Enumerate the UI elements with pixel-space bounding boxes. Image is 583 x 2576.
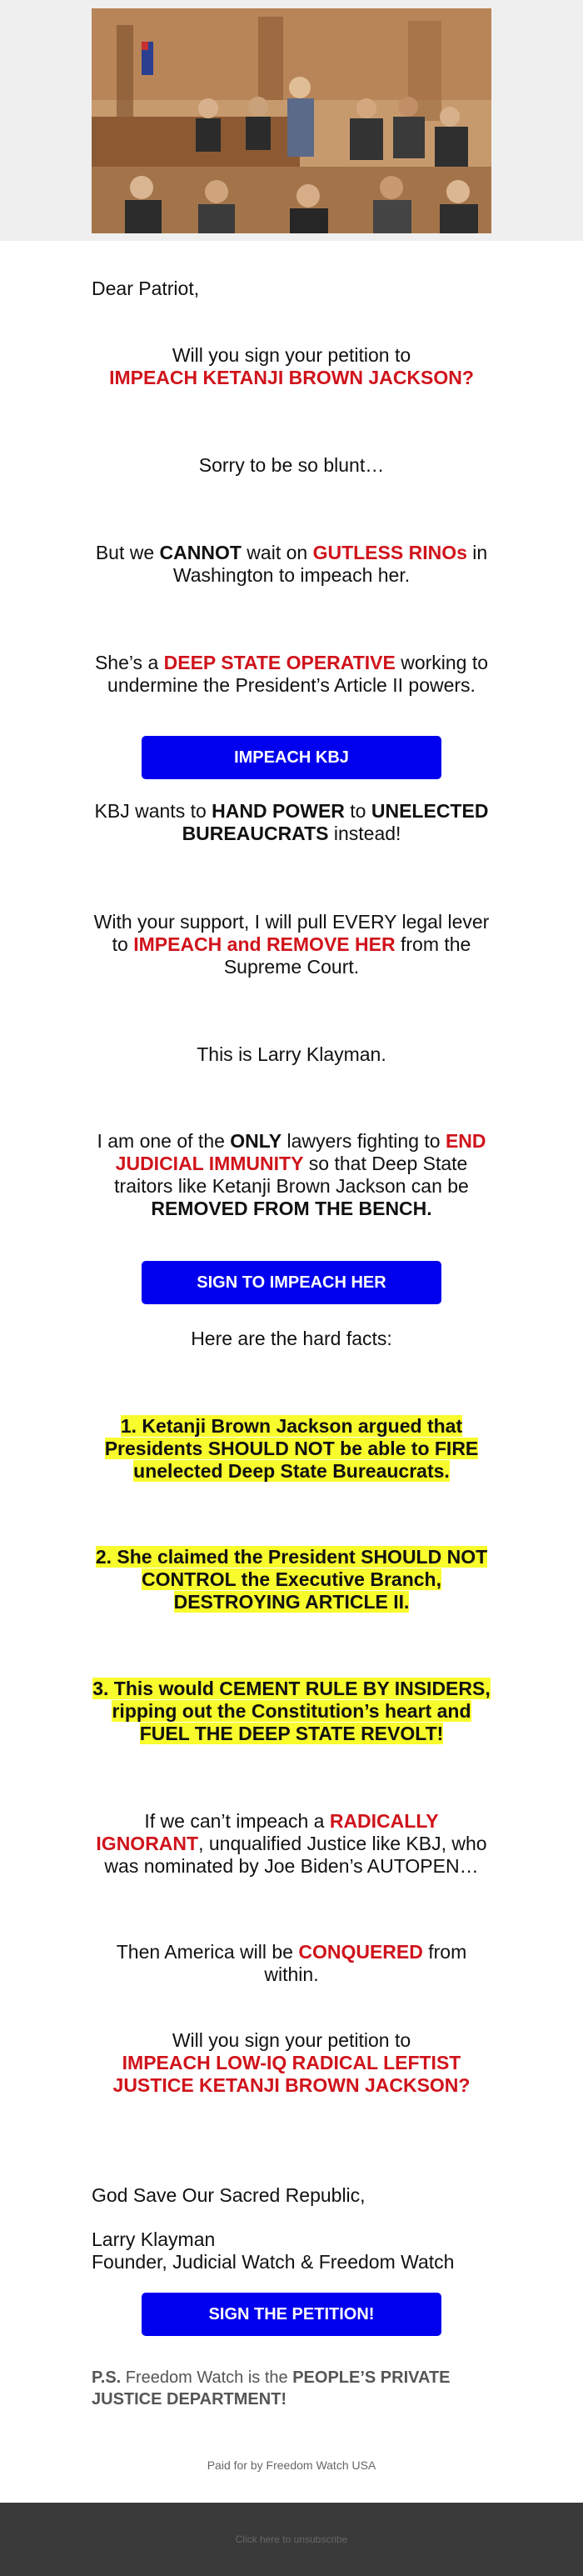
text: With your support, I will pull EVERY legal lever to [93, 911, 490, 955]
emphasis: CANNOT [159, 542, 242, 563]
paid-for-disclaimer: Paid for by Freedom Watch USA [207, 2458, 376, 2472]
text: so that Deep State traitors like Ketanji Brown Jackson can be [114, 1153, 469, 1197]
legal-lever-paragraph [92, 911, 491, 978]
red-emphasis: END JUDICIAL IMMUNITY [115, 1130, 486, 1174]
text: She’s a [94, 652, 164, 673]
text: to [344, 800, 371, 822]
question-highlight: IMPEACH KETANJI BROWN JACKSON? [109, 367, 474, 388]
petition-question-1 [92, 344, 491, 389]
facts-intro: Here are the hard facts: [191, 1328, 392, 1349]
text: wait on [241, 542, 313, 563]
signer-name: Larry Klayman [92, 2228, 216, 2250]
emphasis: HAND POWER [212, 800, 345, 822]
emphasis: PEOPLE’S PRIVATE JUSTICE DEPARTMENT! [92, 2368, 451, 2408]
text: But we [95, 542, 160, 563]
emphasis: UNELECTED BUREAUCRATS [182, 800, 489, 844]
text: instead! [328, 823, 401, 844]
unsubscribe-link[interactable]: Click here to unsubscribe [235, 2533, 348, 2545]
red-emphasis: GUTLESS RINOs [312, 542, 467, 563]
rinos-paragraph [92, 542, 491, 587]
greeting: Dear Patriot, [92, 278, 200, 299]
ps-label: P.S. [92, 2368, 122, 2387]
emphasis: REMOVED FROM THE BENCH. [151, 1198, 432, 1219]
text: Then America will be [116, 1941, 299, 1963]
conquered-paragraph [92, 1941, 491, 1986]
closing-line: God Save Our Sacred Republic, [92, 2184, 366, 2206]
text: , unqualified Justice like KBJ, who was nominated by Joe Biden’s AUTOPEN… [104, 1833, 487, 1877]
highlighted-fact: 2. She claimed the President SHOULD NOT CONTROL the Executive Branch, DESTROYING ARTICLE II. [95, 1546, 488, 1613]
signer-title: Founder, Judicial Watch & Freedom Watch [92, 2251, 455, 2273]
fact-3 [92, 1678, 491, 1745]
highlighted-fact: 1. Ketanji Brown Jackson argued that Presidents SHOULD NOT be able to FIRE unelected Deep State Bureaucrats. [104, 1415, 479, 1482]
text: from the Supreme Court. [223, 933, 471, 978]
intro-larry: This is Larry Klayman. [197, 1043, 386, 1065]
postscript [92, 2367, 491, 2410]
text: I am one of the [97, 1130, 231, 1152]
sign-to-impeach-button[interactable]: SIGN TO IMPEACH HER [142, 1261, 441, 1304]
sign-the-petition-button[interactable]: SIGN THE PETITION! [142, 2293, 441, 2336]
red-emphasis: IMPEACH and REMOVE HER [133, 933, 396, 955]
text: lawyers fighting to [282, 1130, 446, 1152]
judicial-immunity-paragraph [92, 1130, 491, 1220]
signature [92, 2228, 491, 2273]
fact-2 [92, 1546, 491, 1613]
text: in Washington to impeach her. [172, 542, 488, 586]
question-line: Will you sign your petition to [172, 2029, 411, 2051]
emphasis: ONLY [230, 1130, 282, 1152]
operative-paragraph [92, 652, 491, 697]
text: from within. [264, 1941, 467, 1985]
red-emphasis: CONQUERED [298, 1941, 423, 1963]
question-line: Will you sign your petition to [172, 344, 411, 366]
footer [0, 2503, 583, 2576]
autopen-paragraph [92, 1810, 491, 1878]
courtroom-illustration [92, 8, 491, 233]
bureaucrats-paragraph [92, 800, 491, 845]
red-emphasis: DEEP STATE OPERATIVE [163, 652, 396, 673]
impeach-kbj-button[interactable]: IMPEACH KBJ [142, 736, 441, 779]
text: KBJ wants to [94, 800, 212, 822]
red-emphasis: RADICALLY IGNORANT [96, 1810, 439, 1854]
text: working to undermine the President’s Article II powers. [107, 652, 489, 696]
blunt-line: Sorry to be so blunt… [198, 454, 385, 476]
fact-1 [92, 1415, 491, 1483]
petition-question-2 [92, 2029, 491, 2097]
question-highlight: IMPEACH LOW-IQ RADICAL LEFTIST JUSTICE KETANJI BROWN JACKSON? [112, 2052, 471, 2096]
text: Freedom Watch is the [121, 2368, 293, 2387]
highlighted-fact: 3. This would CEMENT RULE BY INSIDERS, ripping out the Constitution’s heart and FUEL THE DEEP STATE REVOLT! [92, 1678, 491, 1744]
text: If we can’t impeach a [144, 1810, 330, 1832]
